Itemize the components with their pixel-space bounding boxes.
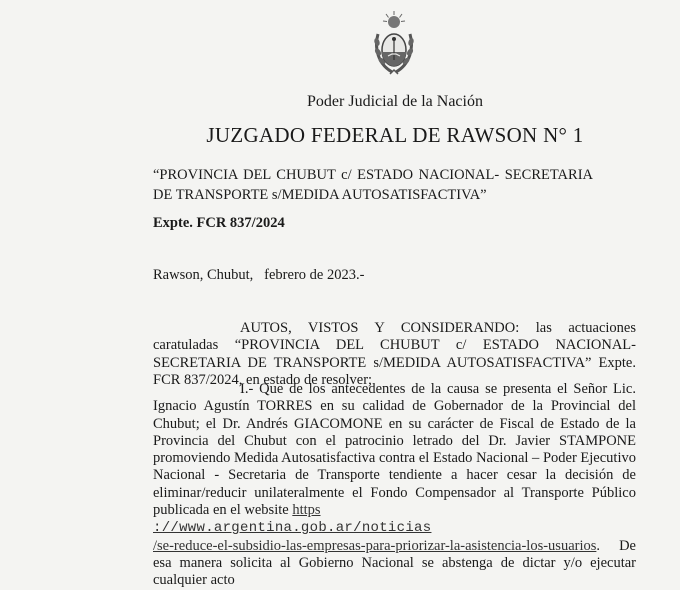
paragraph-antecedentes <box>153 381 636 590</box>
case-file-number: Expte. FCR 837/2024 <box>153 215 285 231</box>
news-link-path[interactable]: /se-reduce-el-subsidio-las-empresas-para-priorizar-la-asistencia-los-usuarios <box>153 537 597 554</box>
news-link-domain[interactable]: ://www.argentina.gob.ar/noticias <box>153 520 432 537</box>
news-link-scheme[interactable]: https <box>292 502 321 519</box>
place-and-date: Rawson, Chubut, febrero de 2023.- <box>153 267 365 283</box>
paragraph-tail: . De esa manera solicita al Gobierno Nacional se abstenga de dictar y/o ejecutar cualquier acto <box>153 537 636 589</box>
paragraph-text: I.- Que de los antecedentes de la causa se presenta el Señor Lic. Ignacio Agustín TORRES en su calidad de Gobernador de la Provincial del Chubut; el Dr. Andrés GIACOMONE en su carácter de Fiscal de Estado de la Provincia del Chubut con el patrocinio letrado del Dr. Javier STAMPONE promoviendo Medida Autosatisfactiva contra el Estado Nacional – Poder Ejecutivo Nacional - Secretaria de Transporte tendiente a hacer cesar la decisión de eliminar/reducir unilateralmente el Fondo Compensador al Transporte Público publicada en el website <box>153 381 636 519</box>
court-title: JUZGADO FEDERAL DE RAWSON N° 1 <box>206 123 584 147</box>
paragraph-autos-vistos: AUTOS, VISTOS Y CONSIDERANDO: las actuaciones caratuladas “PROVINCIA DEL CHUBUT c/ ESTADO NACIONAL- SECRETARIA DE TRANSPORTE s/MEDIDA AUTOSATISFACTIVA” Expte. FCR 837/2024, en estado de resolver; <box>153 320 636 388</box>
case-caption: “PROVINCIA DEL CHUBUT c/ ESTADO NACIONAL- SECRETARIA DE TRANSPORTE s/MEDIDA AUTOSATISFACTIVA” <box>153 167 593 203</box>
institution-heading: Poder Judicial de la Nación <box>307 93 483 110</box>
national-coat-of-arms-icon <box>372 10 416 78</box>
